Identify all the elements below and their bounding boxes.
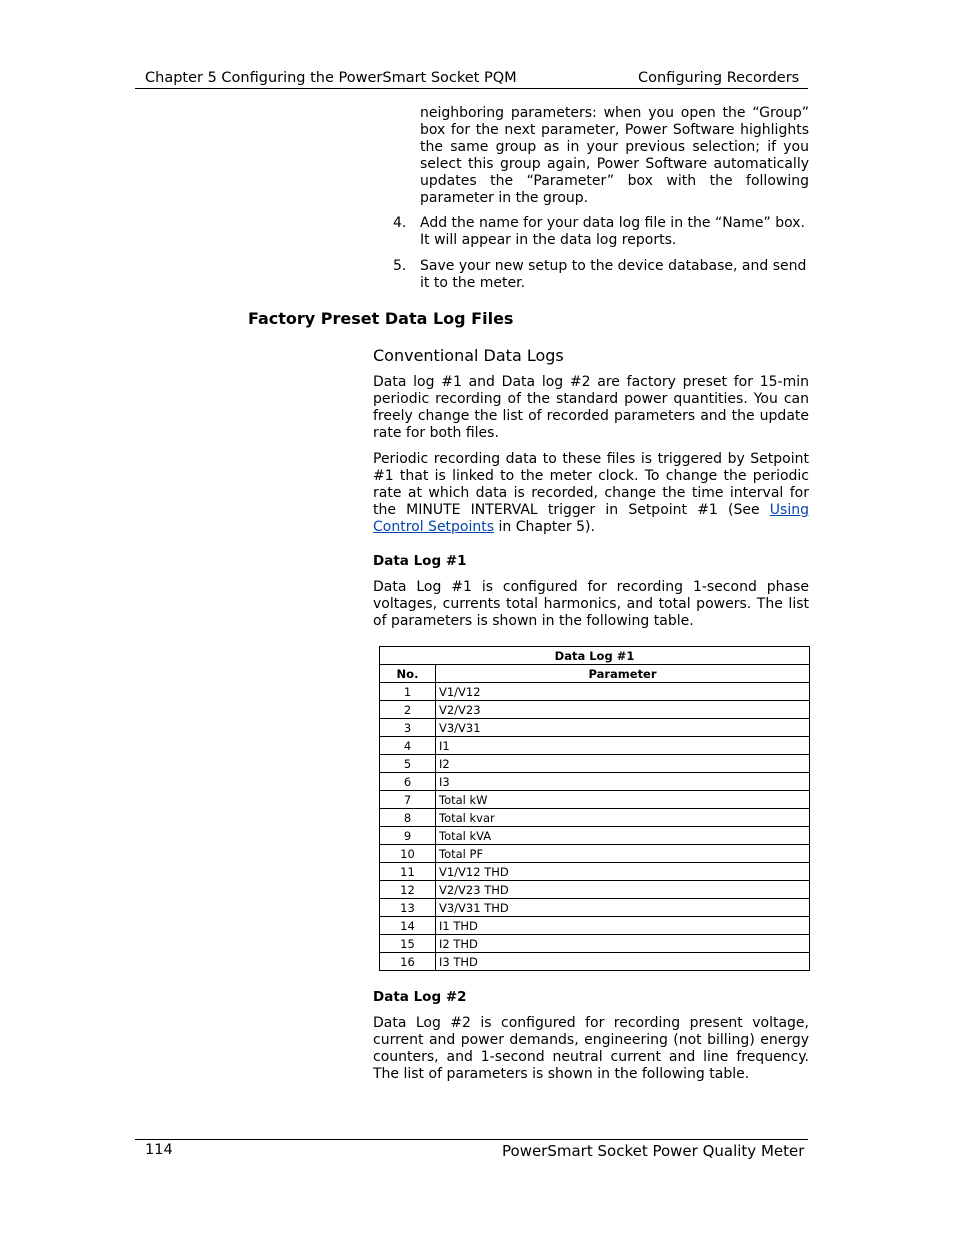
row-parameter: Total kvar	[436, 809, 810, 827]
control-setpoints-link[interactable]: Using Control Setpoints	[373, 502, 809, 535]
row-parameter: Total kVA	[436, 827, 810, 845]
table-row	[380, 953, 810, 971]
row-parameter: V1/V12 THD	[436, 863, 810, 881]
table-row	[380, 935, 810, 953]
table-row	[380, 683, 810, 701]
row-number: 14	[380, 917, 436, 935]
row-number: 16	[380, 953, 436, 971]
row-parameter: V1/V12	[436, 683, 810, 701]
table-title-row	[380, 647, 810, 665]
table-row	[380, 755, 810, 773]
table-row	[380, 809, 810, 827]
page-number: 114	[145, 1142, 173, 1158]
data-log-2-description: Data Log #2 is configured for recording present voltage, current and power demands, engineering (not billing) energy counters, and 1-second neutral current and line frequency. The list of parameters is shown in the following table.	[373, 1015, 809, 1082]
table-row	[380, 773, 810, 791]
row-parameter: I1 THD	[436, 917, 810, 935]
header-chapter-title: Chapter 5 Configuring the PowerSmart Socket PQM	[145, 70, 517, 86]
table-row	[380, 881, 810, 899]
data-log-1-table	[379, 646, 810, 971]
table-row	[380, 863, 810, 881]
row-number: 5	[380, 755, 436, 773]
row-number: 8	[380, 809, 436, 827]
paragraph-text: in Chapter 5).	[494, 519, 595, 535]
row-number: 15	[380, 935, 436, 953]
row-number: 12	[380, 881, 436, 899]
subsection-heading: Conventional Data Logs	[373, 346, 564, 365]
table-row	[380, 899, 810, 917]
table-row	[380, 701, 810, 719]
table-row	[380, 827, 810, 845]
row-parameter: V3/V31	[436, 719, 810, 737]
row-parameter: I3	[436, 773, 810, 791]
intro-paragraph: neighboring parameters: when you open the “Group” box for the next parameter, Power Software highlights the same group as in your previous selection; if you select this group again, Power Software automatically updates the “Parameter” box with the following parameter in the group.	[420, 105, 809, 206]
row-number: 6	[380, 773, 436, 791]
step-text: Save your new setup to the device database, and send it to the meter.	[420, 258, 807, 291]
row-number: 13	[380, 899, 436, 917]
table-row	[380, 791, 810, 809]
paragraph-text: Periodic recording data to these files is triggered by Setpoint #1 that is linked to the meter clock. To change the periodic rate at which data is recorded, change the time interval for the MINUTE INTERVAL trigger in Setpoint #1 (See	[373, 451, 809, 518]
body-paragraph: Data log #1 and Data log #2 are factory preset for 15-min periodic recording of the standard power quantities. You can freely change the list of recorded parameters and the update rate for both files.	[373, 374, 809, 441]
row-parameter: V3/V31 THD	[436, 899, 810, 917]
row-parameter: Total PF	[436, 845, 810, 863]
body-paragraph	[373, 451, 809, 536]
row-parameter: I3 THD	[436, 953, 810, 971]
row-number: 11	[380, 863, 436, 881]
table-header-row	[380, 665, 810, 683]
step-number: 4.	[393, 215, 407, 231]
step-text: Add the name for your data log file in the “Name” box. It will appear in the data log reports.	[420, 215, 805, 248]
row-parameter: V2/V23	[436, 701, 810, 719]
column-header-no: No.	[380, 665, 436, 683]
row-number: 7	[380, 791, 436, 809]
table-body	[380, 683, 810, 971]
row-number: 3	[380, 719, 436, 737]
table-row	[380, 917, 810, 935]
data-log-1-description: Data Log #1 is configured for recording 1-second phase voltages, currents total harmonics, and total powers. The list of parameters is shown in the following table.	[373, 579, 809, 629]
column-header-parameter: Parameter	[436, 665, 810, 683]
table-row	[380, 719, 810, 737]
footer-title: PowerSmart Socket Power Quality Meter	[502, 1142, 805, 1160]
header-section-title: Configuring Recorders	[638, 70, 800, 86]
row-number: 9	[380, 827, 436, 845]
footer-rule	[135, 1139, 808, 1140]
row-parameter: Total kW	[436, 791, 810, 809]
row-number: 2	[380, 701, 436, 719]
row-number: 10	[380, 845, 436, 863]
table-row	[380, 737, 810, 755]
step-number: 5.	[393, 258, 407, 274]
data-log-1-heading: Data Log #1	[373, 553, 467, 569]
header-rule	[135, 88, 808, 89]
data-log-2-heading: Data Log #2	[373, 989, 467, 1005]
section-heading: Factory Preset Data Log Files	[248, 309, 514, 328]
row-number: 4	[380, 737, 436, 755]
row-parameter: I1	[436, 737, 810, 755]
row-parameter: I2 THD	[436, 935, 810, 953]
row-number: 1	[380, 683, 436, 701]
row-parameter: V2/V23 THD	[436, 881, 810, 899]
row-parameter: I2	[436, 755, 810, 773]
table-row	[380, 845, 810, 863]
table-title: Data Log #1	[380, 647, 810, 665]
